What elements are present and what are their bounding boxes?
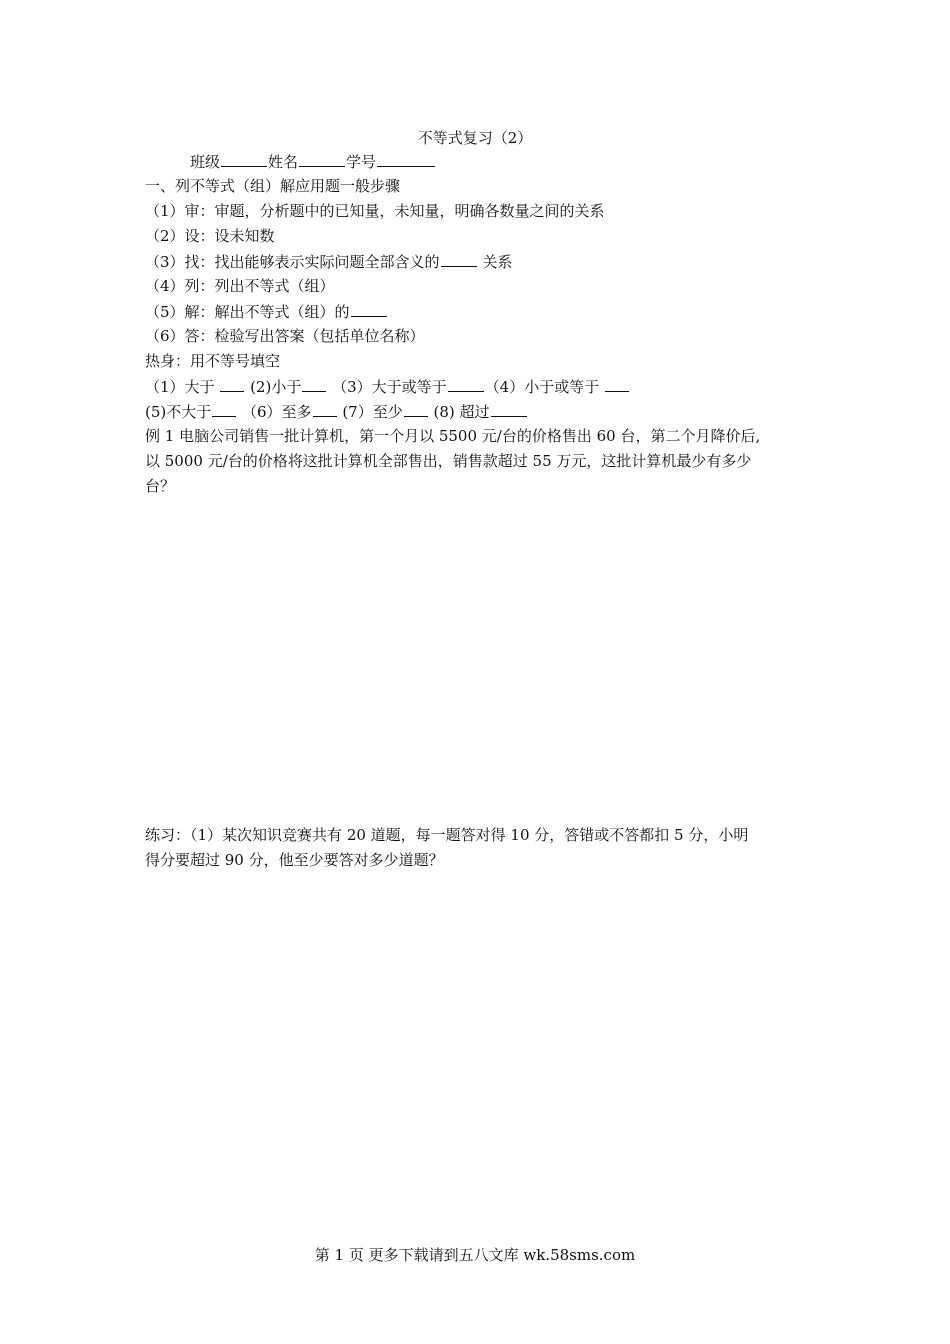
practice-line-2: 得分要超过 90 分，他至少要答对多少道题？ — [145, 851, 444, 869]
student-info-line — [190, 150, 436, 173]
warmup-blank-4 — [605, 375, 629, 392]
class-blank — [221, 150, 267, 167]
step-5-blank — [351, 300, 387, 317]
warmup-item-8: (8) 超过 — [428, 403, 490, 421]
practice-line-1: 练习：（1）某次知识竞赛共有 20 道题，每一题答对得 10 分，答错或不答都扣 5 分，小明 — [145, 826, 749, 844]
warmup-item-2: (2)小于 — [245, 378, 302, 396]
step-3-text: （3）找：找出能够表示实际问题全部含义的 — [145, 253, 440, 271]
name-label: 姓名 — [268, 153, 299, 171]
example-1-line-2: 以 5000 元/台的价格将这批计算机全部售出，销售款超过 55 万元，这批计算机最少有多少 — [145, 452, 752, 470]
warmup-row-2 — [145, 400, 528, 423]
page-title: 不等式复习（2） — [417, 129, 533, 147]
step-3 — [145, 250, 512, 273]
step-3-blank — [441, 250, 477, 267]
warmup-blank-8 — [491, 400, 527, 417]
warmup-blank-6 — [313, 400, 337, 417]
step-5 — [145, 300, 388, 323]
step-4: （4）列：列出不等式（组） — [145, 277, 335, 295]
warmup-item-4: （4）小于或等于 — [484, 378, 604, 396]
warmup-blank-3 — [448, 375, 484, 392]
step-1: （1）审：审题，分析题中的已知量，未知量，明确各数量之间的关系 — [145, 202, 605, 220]
id-blank — [377, 150, 435, 167]
class-label: 班级 — [190, 153, 221, 171]
warmup-item-5: (5)不大于 — [145, 403, 212, 421]
step-5-text: （5）解：解出不等式（组）的 — [145, 303, 350, 321]
warmup-item-7: (7）至少 — [337, 403, 403, 421]
id-label: 学号 — [346, 153, 377, 171]
step-2: （2）设：设未知数 — [145, 227, 275, 245]
section-heading: 一、列不等式（组）解应用题一般步骤 — [145, 177, 401, 195]
page-footer: 第 1 页 更多下载请到五八文库 wk.58sms.com — [314, 1246, 636, 1264]
warmup-item-6: （6）至多 — [237, 403, 312, 421]
warmup-blank-2 — [302, 375, 326, 392]
example-1-line-1: 例 1 电脑公司销售一批计算机，第一个月以 5500 元/台的价格售出 60 台，第二个月降价后, — [145, 427, 761, 445]
warmup-row-1 — [145, 375, 630, 398]
warmup-heading: 热身：用不等号填空 — [145, 352, 281, 370]
warmup-blank-5 — [212, 400, 236, 417]
step-3-suffix: 关系 — [477, 253, 513, 271]
example-1-line-3: 台？ — [145, 477, 176, 495]
warmup-item-3: （3）大于或等于 — [327, 378, 447, 396]
warmup-blank-7 — [404, 400, 428, 417]
name-blank — [299, 150, 345, 167]
warmup-blank-1 — [220, 375, 244, 392]
warmup-item-1: （1）大于 — [145, 378, 220, 396]
step-6: （6）答：检验写出答案（包括单位名称） — [145, 327, 425, 345]
